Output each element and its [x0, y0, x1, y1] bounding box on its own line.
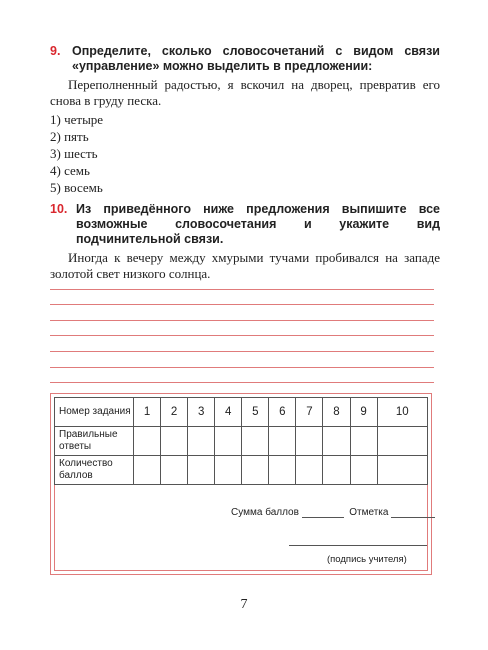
- signature-caption: (подпись учителя): [327, 554, 407, 565]
- mark-label: Отметка: [349, 507, 389, 518]
- points-cell[interactable]: [377, 456, 427, 485]
- answer-line[interactable]: [50, 321, 434, 337]
- answer-cell[interactable]: [323, 427, 350, 456]
- answer-cell[interactable]: [161, 427, 188, 456]
- task-number: 2: [161, 398, 188, 427]
- task-number: 9: [350, 398, 377, 427]
- table-row: [55, 398, 428, 427]
- answer-option: 2) пять: [50, 129, 89, 144]
- answer-cell[interactable]: [215, 427, 242, 456]
- points-cell[interactable]: [188, 456, 215, 485]
- task-number: 5: [242, 398, 269, 427]
- points-cell[interactable]: [242, 456, 269, 485]
- points-cell[interactable]: [296, 456, 323, 485]
- answer-cell[interactable]: [296, 427, 323, 456]
- answer-cell[interactable]: [134, 427, 161, 456]
- page-number: 7: [240, 597, 248, 612]
- answer-option: 3) шесть: [50, 146, 98, 161]
- task-number: 10: [377, 398, 427, 427]
- points-cell[interactable]: [134, 456, 161, 485]
- task-number: 6: [269, 398, 296, 427]
- question-number: 9.: [50, 44, 61, 58]
- points-cell[interactable]: [161, 456, 188, 485]
- task-number: 3: [188, 398, 215, 427]
- row-header: Количество баллов: [55, 456, 134, 485]
- table-row: [55, 456, 428, 485]
- table-row: [55, 427, 428, 456]
- score-frame: [50, 393, 432, 575]
- answer-options: [50, 111, 440, 196]
- score-table: [54, 397, 428, 485]
- answer-line[interactable]: [50, 305, 434, 321]
- points-cell[interactable]: [350, 456, 377, 485]
- task-number: 7: [296, 398, 323, 427]
- task-number: 4: [215, 398, 242, 427]
- question-prompt: Определите, сколько словосочетаний с видом связи «управление» можно выделить в предложении:: [72, 44, 440, 73]
- answer-line[interactable]: [50, 274, 434, 290]
- answer-option: 4) семь: [50, 163, 90, 178]
- answer-cell[interactable]: [350, 427, 377, 456]
- answer-line[interactable]: [50, 336, 434, 352]
- signature-line[interactable]: [289, 545, 427, 546]
- question-9: [50, 44, 440, 196]
- answer-cell[interactable]: [269, 427, 296, 456]
- row-header: Правильные ответы: [55, 427, 134, 456]
- question-prompt: Из приведённого ниже предложения выпишите все возможные словосочетания и укажите вид подчинительной связи.: [76, 202, 440, 246]
- question-sentence: Переполненный радостью, я вскочил на дворец, превратив его снова в груду песка.: [50, 77, 440, 108]
- answer-lines: [50, 274, 434, 383]
- task-number: 1: [134, 398, 161, 427]
- question-sentence: Иногда к вечеру между хмурыми тучами пробивался на западе золотой свет низкого солнца.: [50, 250, 440, 281]
- answer-line[interactable]: [50, 352, 434, 368]
- answer-cell[interactable]: [377, 427, 427, 456]
- answer-line[interactable]: [50, 290, 434, 306]
- answer-line[interactable]: [50, 368, 434, 384]
- sum-field[interactable]: [302, 507, 344, 518]
- answer-option: 5) восемь: [50, 180, 103, 195]
- points-cell[interactable]: [269, 456, 296, 485]
- points-cell[interactable]: [323, 456, 350, 485]
- mark-field[interactable]: [391, 507, 435, 518]
- sum-label: Сумма баллов: [231, 507, 299, 518]
- sum-and-mark: [231, 507, 435, 518]
- answer-cell[interactable]: [188, 427, 215, 456]
- answer-cell[interactable]: [242, 427, 269, 456]
- points-cell[interactable]: [215, 456, 242, 485]
- answer-option: 1) четыре: [50, 112, 104, 127]
- question-10: [50, 202, 440, 284]
- task-number: 8: [323, 398, 350, 427]
- row-header: Номер задания: [55, 398, 134, 427]
- question-number: 10.: [50, 202, 68, 216]
